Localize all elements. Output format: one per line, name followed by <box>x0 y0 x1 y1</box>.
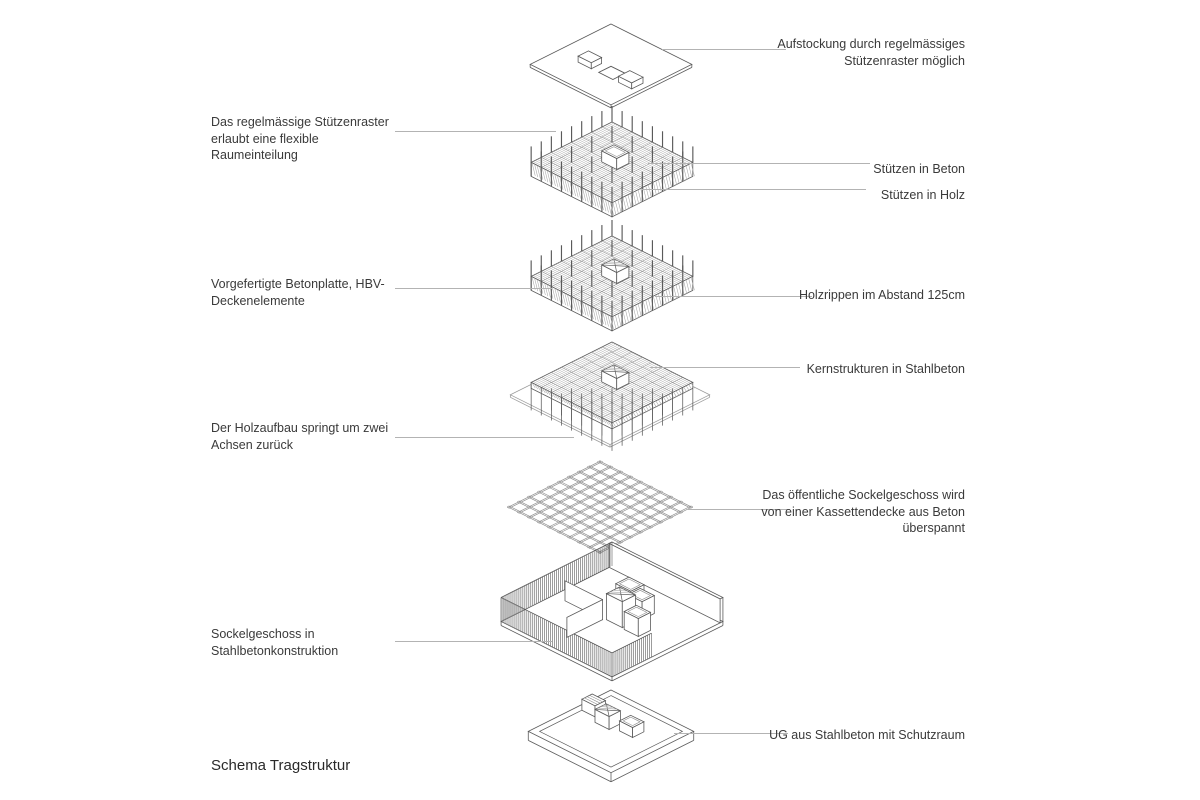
leader-stuetzen-holz <box>642 189 866 190</box>
leader-holzaufbau <box>395 437 574 438</box>
drawing-title: Schema Tragstruktur <box>211 757 351 774</box>
label-sockelgeschoss: Sockelgeschoss in Stahlbetonkonstruktion <box>211 627 339 658</box>
label-holzrippen: Holzrippen im Abstand 125cm <box>798 288 965 302</box>
label-betonplatte: Vorgefertigte Betonplatte, HBV-Deckenelemente <box>211 277 385 308</box>
leader-stuetzen-beton <box>648 163 870 164</box>
leader-betonplatte <box>395 288 552 289</box>
layer-aufstockung-plate <box>530 24 692 108</box>
label-aufstockung: Aufstockung durch regelmässiges Stützenraster möglich <box>777 37 965 68</box>
leader-stuetzenraster <box>395 131 556 132</box>
layer-holzaufbau-ruecksprung <box>510 342 709 451</box>
leader-holzrippen <box>655 296 812 297</box>
leader-sockelgeschoss <box>395 641 552 642</box>
leader-kernstrukturen <box>650 367 800 368</box>
label-ug: UG aus Stahlbeton mit Schutzraum <box>769 728 965 742</box>
label-holzaufbau: Der Holzaufbau springt um zwei Achsen zurück <box>211 421 389 452</box>
label-kassettendecke: Das öffentliche Sockelgeschoss wird von einer Kassettendecke aus Beton überspannt <box>761 488 965 535</box>
label-stuetzen-beton: Stützen in Beton <box>873 162 965 176</box>
label-stuetzenraster: Das regelmässige Stützenraster erlaubt eine flexible Raumeinteilung <box>211 115 389 162</box>
label-kernstrukturen: Kernstrukturen in Stahlbeton <box>806 362 965 376</box>
label-stuetzen-holz: Stützen in Holz <box>880 188 965 202</box>
layer-obergeschoss-stuetzen <box>531 106 694 217</box>
layer-untergeschoss <box>528 690 693 782</box>
layer-sockelgeschoss <box>501 542 723 681</box>
layer-kassettendecke <box>507 461 693 554</box>
layer-obergeschoss-hbv-decke <box>531 220 694 331</box>
